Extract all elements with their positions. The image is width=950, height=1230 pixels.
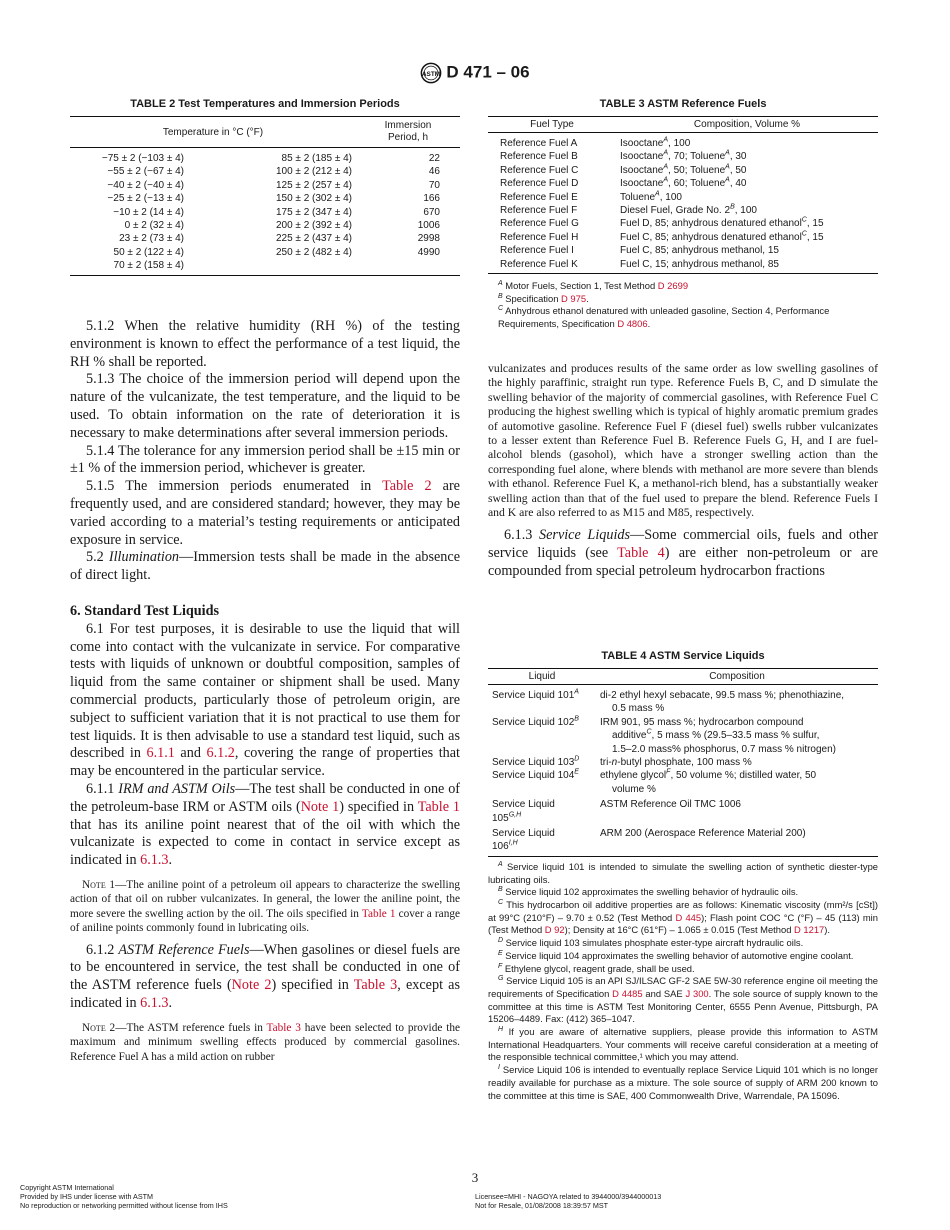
table-2-grid [70,116,460,276]
note-2: Note 2—The ASTM reference fuels in Table 3 have been selected to provide the maximum and minimum swelling effects produced by commercial gasolines. Reference Fuel A has a mild action on rubber [70,1021,460,1063]
table-3-caption: TABLE 3 ASTM Reference Fuels [599,98,767,110]
link-d2699[interactable]: D 2699 [657,280,689,292]
table-row: 50 ± 2 (122 ± 4) 250 ± 2 (482 ± 4) 4990 [113,246,440,258]
table-row: 70 ± 2 (158 ± 4) [70,259,460,275]
table-row: −10 ± 2 (14 ± 4) 175 ± 2 (347 ± 4) 670 [113,206,440,218]
section-6-heading: 6. Standard Test Liquids [70,602,220,619]
note-1: Note 1—The aniline point of a petroleum oil appears to characterize the swelling action of that oil on rubber vulcanizates. In general, the lower the aniline point, the more severe the swelling action by the oil. The oils specified in Table 1 cover a range of aniline points commonly found in lubricating oils. [70,878,460,935]
table-4 [488,650,878,1102]
col-liquid: Liquid [488,669,596,685]
right-column [488,362,878,581]
footnote-4f: $^F$ Ethylene glycol, reagent grade, shall be used. [498,962,695,974]
table-3 [488,98,878,331]
para-6-1: 6.1 For test purposes, it is desirable to use the liquid that will come into contact with the vulcanizate in service. For comparative tests with liquids of unknown or doubtful composition, samples of liquid from the same container or shipment shall be used. Many commercial products, particularly those of petroleum origin, are subject to sufficient variation that it is not practical to use them for test liquids. It is then advisable to use a standard test liquid, such as described in 6.1.1 and 6.1.2, covering the range of properties that may be encountered in the particular service. [70,620,460,780]
footnote-4h: $^H$ If you are aware of alternative suppliers, please provide this information to ASTM International Headquarters. Your comments will receive careful consideration at a meeting of the responsible technical committee,¹ which you may attend. [488,1025,878,1063]
col-immersion-period: Immersion Period, h [356,117,460,148]
table-row: Service Liquid $105^{G,H}$ ASTM Reference Oil TMC 1006 [492,799,741,824]
table-row: Reference Fuel G Fuel D, 85; anhydrous denatured ethanol$^C$, 15 [500,217,824,230]
table-row: Reference Fuel C Isooctane$^A$, 50; Toluene$^A$, 50 [500,163,747,176]
para-6-1-1: 6.1.1 IRM and ASTM Oils—The test shall be conducted in one of the petroleum-base IRM or ASTM oils (Note 1) specified in Table 1 that has its aniline point nearest that of the oil with which the vulcanizate is expected to come in contact in service except as indicated in 6.1.3. [70,780,461,869]
table-row: Service Liquid $106^{I,H}$ ARM 200 (Aerospace Reference Material 200) [488,825,878,856]
table-4-caption: TABLE 4 ASTM Service Liquids [601,650,765,662]
page-number: 3 [471,1170,479,1185]
para-5-1-4: 5.1.4 The tolerance for any immersion period shall be ±15 min or ±1 % of the immersion period, whichever is greater. [70,442,460,477]
table-row: 0 ± 2 (32 ± 4) 200 ± 2 (392 ± 4) 1006 [124,220,440,232]
table-row: Reference Fuel D Isooctane$^A$, 60; Toluene$^A$, 40 [500,176,747,190]
para-5-2: 5.2 Illumination—Immersion tests shall be made in the absence of direct light. [70,549,461,584]
table-row: Reference Fuel I Fuel C, 85; anhydrous methanol, 15 [500,245,779,257]
left-column [70,318,460,1064]
table-4-grid [488,668,878,857]
table-3-grid [488,116,878,274]
table-row: 23 ± 2 (73 ± 4) 225 ± 2 (437 ± 4) 2998 [119,233,440,245]
svg-text:ASTM: ASTM [422,70,441,78]
footnote-4i: $^I$ Service Liquid 106 is intended to eventually replace Service Liquid 101 which is no longer readily available for purchase as a mixture. The sole source of supply of ARM 200 known to the committee at this time is SAE, 400 Commonwealth Drive, Warrendale, PA 15096. [488,1064,878,1101]
designation: D 471 – 06 [446,62,530,82]
link-d92[interactable]: D 92 [544,924,565,936]
link-table-2[interactable]: Table 2 [382,478,432,495]
link-table-4[interactable]: Table 4 [617,545,665,562]
footnote-c: $^C$ Anhydrous ethanol denatured with unleaded gasoline, Section 4, Performance Requirements, Specification D 4806. [498,305,830,330]
astm-logo-icon [420,62,442,84]
table-row: Service Liquid $101^A$ di-2 ethyl hexyl sebacate, 99.5 mass %; phenothiazine, 0.5 mass % [492,688,845,715]
col-composition: Composition, Volume % [616,117,878,133]
table-row: Reference Fuel K Fuel C, 15; anhydrous methanol, 85 [488,258,878,274]
link-d445[interactable]: D 445 [675,911,702,923]
footer-left: Copyright ASTM International Provided by IHS under license with ASTM No reproduction or networking permitted without license from IHS [20,1183,228,1210]
footnote-4a: $^A$ Service liquid 101 is intended to simulate the swelling action of synthetic diester-type lubricating oils. [488,860,879,885]
link-6-1-1[interactable]: 6.1.1 [146,745,175,762]
col-composition-4: Composition [596,669,878,685]
link-table-1[interactable]: Table 1 [417,798,460,815]
para-6-1-2: 6.1.2 ASTM Reference Fuels—When gasolines or diesel fuels are to be encountered in service, the test shall be conducted in one of the ASTM reference fuels (Note 2) specified in Table 3, except as indicated in 6.1.3. [70,941,461,1011]
link-6-1-2[interactable]: 6.1.2 [206,745,235,762]
link-6-1-3[interactable]: 6.1.3 [140,852,169,869]
link-j300[interactable]: J 300 [685,987,709,999]
footnote-4g: $^G$ Service Liquid 105 is an API SJ/ILSAC GF-2 SAE 5W-30 reference engine oil meeting the requirements of Specification D 4485 and SAE J 300. The sole source of supply known to the committee at this time is ASTM Test Monitoring Center, 6555 Penn Avenue, Pittsburgh, PA 15206–4489. Fax: (412) 365–1047. [488,975,878,1025]
col-fuel-type: Fuel Type [488,117,616,133]
link-d1217[interactable]: D 1217 [794,924,825,936]
table-row: Service Liquid $104^E$ ethylene glycol$^F$, 50 volume %; distilled water, 50 volume % [492,769,817,795]
link-d4485[interactable]: D 4485 [612,987,643,999]
para-6-1-3: 6.1.3 Service Liquids—Some commercial oils, fuels and other service liquids (see Table 4) are either non-petroleum or are compounded from special petroleum hydrocarbon fractions [488,527,878,580]
footnote-4b: $^B$ Service liquid 102 approximates the swelling behavior of hydraulic oils. [498,886,799,898]
link-table-3[interactable]: Table 3 [353,977,398,994]
para-5-1-5: 5.1.5 The immersion periods enumerated in Table 2 are frequently used, and are considered standard; however, they may be varied according to a material’s testing requirements or anticipated exposure in service. [70,478,460,548]
footnote-4d: $^D$ Service liquid 103 simulates phosphate ester-type aircraft hydraulic oils. [498,936,804,949]
table-2 [70,98,460,276]
para-5-1-3: 5.1.3 The choice of the immersion period will depend upon the nature of the vulcanizate, the test temperature, and the liquid to be used. To obtain information on the rate of deterioration it is necessary to make determinations after several immersion periods. [70,371,460,441]
footnote-b: $^B$ Specification D 975. [498,292,589,304]
table-row: Reference Fuel E Toluene$^A$, 100 [500,190,682,203]
table-row: −40 ± 2 (−40 ± 4) 125 ± 2 (257 ± 4) 70 [107,179,440,191]
table-2-caption: TABLE 2 Test Temperatures and Immersion Periods [130,98,400,110]
footnote-a: $^A$ Motor Fuels, Section 1, Test Method D 2699 [498,279,689,292]
footnote-4e: $^E$ Service liquid 104 approximates the swelling behavior of automotive engine coolant. [498,949,854,961]
table-row: −55 ± 2 (−67 ± 4) 100 ± 2 (212 ± 4) 46 [107,166,440,178]
table-row: Service Liquid $103^D$ tri-n-butyl phosphate, 100 mass % [492,755,752,769]
table-row: Reference Fuel F Diesel Fuel, Grade No. $2^B$, 100 [500,203,757,217]
link-table-1-note[interactable]: Table 1 [361,907,396,920]
table-row: −25 ± 2 (−13 ± 4) 150 ± 2 (302 ± 4) 166 [107,193,440,205]
link-note-2[interactable]: Note 2 [231,977,272,994]
link-table-3-note[interactable]: Table 3 [266,1021,301,1034]
page-header [0,62,950,84]
table-4-footnotes [488,861,878,1102]
link-note-1[interactable]: Note 1 [300,798,340,815]
col-temperature: Temperature in °C (°F) [70,117,356,148]
footnote-4c: $^C$ This hydrocarbon oil additive properties are as follows: Kinematic viscosity (mm²/s [cSt]) at 99°C (210°F) – 9.70 ± 0.52 (Test Method D 445); Flash point COC °C (°F) – 45 (113) min (Test Method D 92); Density at 16°C (61°F) – 1.065 ± 0.015 (Test Method D 1217). [488,898,878,936]
table-row: Reference Fuel B Isooctane$^A$, 70; Toluene$^A$, 30 [500,150,747,163]
table-row: Reference Fuel A Isooctane$^A$, 100 [500,136,691,149]
table-3-footnotes [488,280,878,331]
note-2-continued: vulcanizates and produces results of the same order as low swelling gasolines of the highly paraffinic, straight run type. Reference Fuels B, C, and D simulate the swelling behavior of the majority of commercial gasolines, with Reference Fuel C producing the highest swelling which is typical of highly aromatic premium grades of automotive gasoline. Reference Fuel F (diesel fuel) swells rubber vulcanizates to a lesser extent than Reference Fuel B. Reference Fuels G, H, and I are fuel-alcohol blends (gasohol), which have a stronger swelling action than the corresponding fuel alone, where blends with methanol are more severe than blends with ethanol. Reference Fuel K, a methanol-rich blend, has a substantially weaker swelling action than that of the fuel used to prepare the blend. Reference Fuels I and K are also referred to as M15 and M85, respectively. [488,362,878,520]
table-row: −75 ± 2 (−103 ± 4) 85 ± 2 (185 ± 4) 22 [101,153,440,164]
table-row: Reference Fuel H Fuel C, 85; anhydrous denatured ethanol$^C$, 15 [500,230,824,243]
para-5-1-2: 5.1.2 When the relative humidity (RH %) of the testing environment is known to effect the performance of a test liquid, the RH % shall be reported. [70,318,460,370]
link-d4806[interactable]: D 4806 [617,318,648,330]
link-6-1-3b[interactable]: 6.1.3 [140,994,169,1011]
link-d975[interactable]: D 975 [561,292,587,304]
table-row: Service Liquid $102^B$ IRM 901, 95 mass %; hydrocarbon compound additive$^C$, 5 mass % (29.5–33.5 mass % sulfur, 1.5–2.0 mass% phosphorus, 0.7 mass % nitrogen) [492,715,837,755]
footer-right: Licensee=MHI - NAGOYA related to 3944000/3944000013 Not for Resale, 01/08/2008 18:39:57 MST [475,1192,662,1210]
